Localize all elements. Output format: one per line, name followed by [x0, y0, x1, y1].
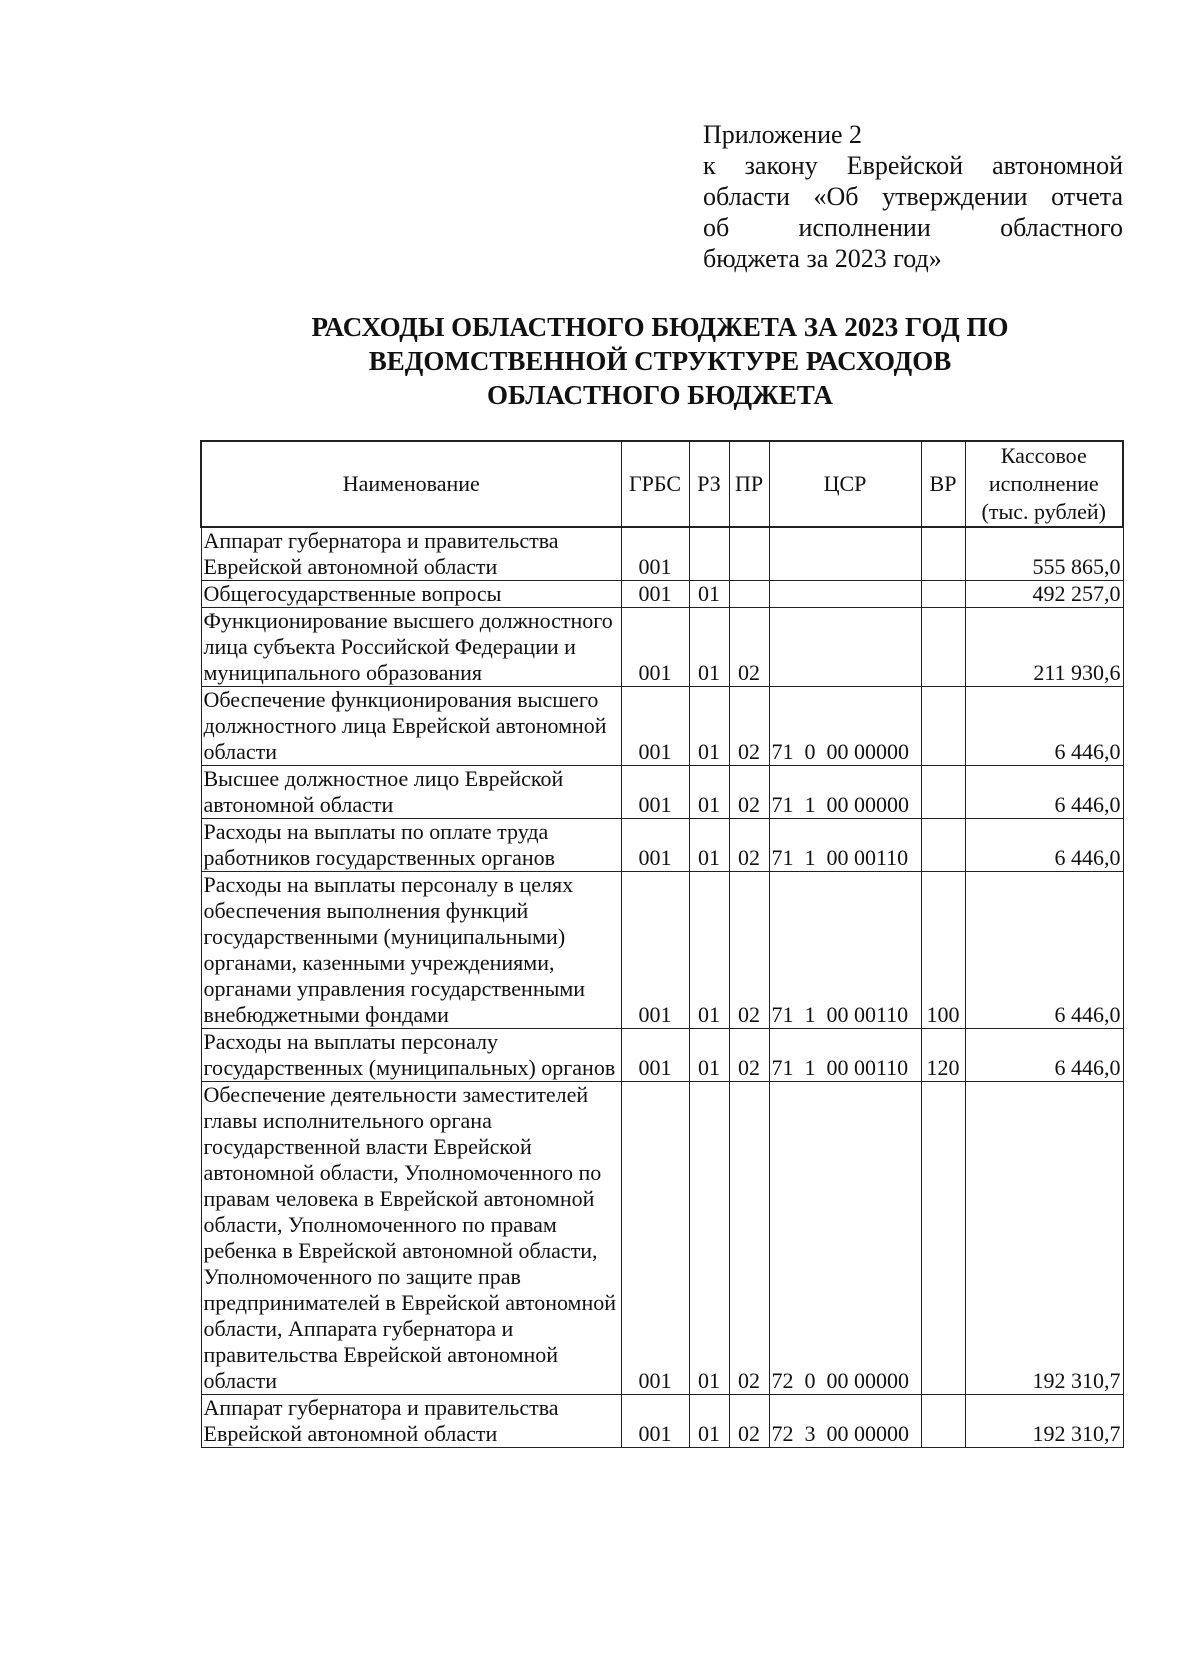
table-row [201, 819, 1123, 872]
cell-amount: 192 310,7 [965, 1395, 1123, 1448]
cell-pr: 02 [729, 1029, 769, 1082]
cell-grbs: 001 [621, 581, 689, 608]
cell-name: Обеспечение деятельности заместителей главы исполнительного органа государственной власти Еврейской автономной области, Уполномоченного по правам человека в Еврейской автономной области, Уполномоченного по правам ребенка в Еврейской автономной области, Уполномоченного по защите прав предпринимателей в Еврейской автономной области, Аппарата губернатора и правительства Еврейской автономной области [201, 1082, 621, 1395]
appendix-line-2: к закону Еврейской автономной [703, 151, 1123, 180]
cell-amount: 6 446,0 [965, 1029, 1123, 1082]
cell-amount: 6 446,0 [965, 872, 1123, 1029]
cell-csr [769, 527, 921, 581]
cell-vr [921, 819, 965, 872]
cell-name: Аппарат губернатора и правительства Еврейской автономной области [201, 1395, 621, 1448]
cell-grbs: 001 [621, 687, 689, 766]
table-row [201, 1029, 1123, 1082]
appendix-line-5: бюджета за 2023 год» [703, 244, 942, 273]
appendix-line-4: об исполнении областного [703, 213, 1123, 242]
cell-name: Расходы на выплаты персоналу в целях обеспечения выполнения функций государственными (муниципальными) органами, казенными учреждениями, органами управления государственными внебюджетными фондами [201, 872, 621, 1029]
cell-vr [921, 1395, 965, 1448]
cell-name: Общегосударственные вопросы [201, 581, 621, 608]
cell-pr: 02 [729, 766, 769, 819]
header-pr: ПР [729, 441, 769, 527]
cell-rz [689, 527, 729, 581]
cell-csr: 72 3 00 00000 [769, 1395, 921, 1448]
table-row [201, 1395, 1123, 1448]
cell-csr: 71 1 00 00110 [769, 1029, 921, 1082]
cell-vr [921, 766, 965, 819]
table-row [201, 608, 1123, 687]
cell-grbs: 001 [621, 527, 689, 581]
header-vr: ВР [921, 441, 965, 527]
table-row [201, 766, 1123, 819]
cell-grbs: 001 [621, 1395, 689, 1448]
cell-rz: 01 [689, 608, 729, 687]
cell-amount: 6 446,0 [965, 687, 1123, 766]
cell-vr [921, 1082, 965, 1395]
appendix-note [703, 119, 1123, 274]
cell-csr: 72 0 00 00000 [769, 1082, 921, 1395]
page-title [200, 310, 1120, 412]
cell-pr [729, 581, 769, 608]
cell-csr [769, 581, 921, 608]
cell-amount: 211 930,6 [965, 608, 1123, 687]
cell-rz: 01 [689, 687, 729, 766]
cell-pr: 02 [729, 1082, 769, 1395]
cell-csr: 71 1 00 00000 [769, 766, 921, 819]
appendix-line-1: Приложение 2 [703, 120, 863, 149]
cell-pr: 02 [729, 819, 769, 872]
cell-name: Расходы на выплаты персоналу государственных (муниципальных) органов [201, 1029, 621, 1082]
cell-rz: 01 [689, 1082, 729, 1395]
cell-rz: 01 [689, 1029, 729, 1082]
cell-csr: 71 0 00 00000 [769, 687, 921, 766]
cell-name: Аппарат губернатора и правительства Еврейской автономной области [201, 527, 621, 581]
cell-grbs: 001 [621, 1029, 689, 1082]
cell-pr: 02 [729, 872, 769, 1029]
title-line-1: РАСХОДЫ ОБЛАСТНОГО БЮДЖЕТА ЗА 2023 ГОД ПО [311, 312, 1009, 342]
cell-name: Обеспечение функционирования высшего должностного лица Еврейской автономной области [201, 687, 621, 766]
budget-table [200, 440, 1124, 1448]
table-row [201, 687, 1123, 766]
cell-pr: 02 [729, 608, 769, 687]
cell-vr [921, 608, 965, 687]
table-row [201, 581, 1123, 608]
cell-grbs: 001 [621, 872, 689, 1029]
cell-rz: 01 [689, 872, 729, 1029]
cell-csr: 71 1 00 00110 [769, 872, 921, 1029]
cell-vr: 120 [921, 1029, 965, 1082]
appendix-line-3: области «Об утверждении отчета [703, 182, 1123, 211]
cell-pr: 02 [729, 687, 769, 766]
header-csr: ЦСР [769, 441, 921, 527]
cell-rz: 01 [689, 581, 729, 608]
header-rz: РЗ [689, 441, 729, 527]
cell-pr: 02 [729, 1395, 769, 1448]
cell-amount: 6 446,0 [965, 766, 1123, 819]
title-line-2: ВЕДОМСТВЕННОЙ СТРУКТУРЕ РАСХОДОВ [368, 346, 952, 376]
cell-rz: 01 [689, 819, 729, 872]
table-row [201, 527, 1123, 581]
cell-name: Высшее должностное лицо Еврейской автономной области [201, 766, 621, 819]
cell-vr: 100 [921, 872, 965, 1029]
cell-grbs: 001 [621, 608, 689, 687]
cell-rz: 01 [689, 1395, 729, 1448]
table-row [201, 1082, 1123, 1395]
header-grbs: ГРБС [621, 441, 689, 527]
cell-pr [729, 527, 769, 581]
header-name: Наименование [201, 441, 621, 527]
cell-name: Расходы на выплаты по оплате труда работников государственных органов [201, 819, 621, 872]
cell-vr [921, 581, 965, 608]
title-line-3: ОБЛАСТНОГО БЮДЖЕТА [487, 380, 833, 410]
cell-grbs: 001 [621, 766, 689, 819]
cell-amount: 6 446,0 [965, 819, 1123, 872]
cell-csr: 71 1 00 00110 [769, 819, 921, 872]
cell-grbs: 001 [621, 819, 689, 872]
header-amount: Кассовое исполнение (тыс. рублей) [965, 441, 1123, 527]
table-row [201, 872, 1123, 1029]
cell-vr [921, 527, 965, 581]
cell-amount: 555 865,0 [965, 527, 1123, 581]
cell-amount: 192 310,7 [965, 1082, 1123, 1395]
cell-vr [921, 687, 965, 766]
cell-rz: 01 [689, 766, 729, 819]
cell-csr [769, 608, 921, 687]
cell-amount: 492 257,0 [965, 581, 1123, 608]
table-header-row [201, 441, 1123, 527]
cell-name: Функционирование высшего должностного лица субъекта Российской Федерации и муниципального образования [201, 608, 621, 687]
cell-grbs: 001 [621, 1082, 689, 1395]
